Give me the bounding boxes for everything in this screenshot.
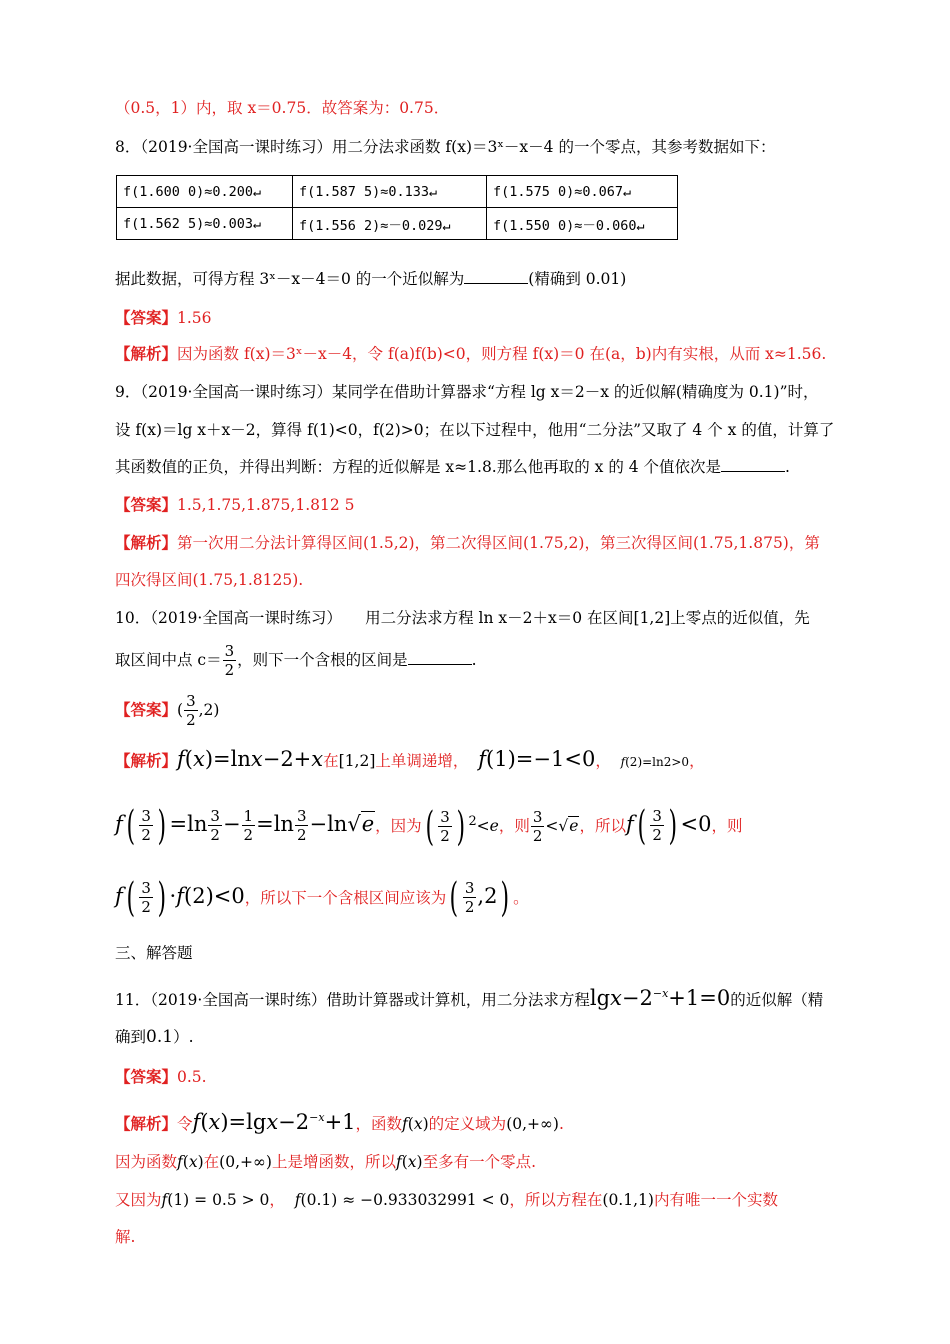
answer-8: 【答案】1.56 bbox=[115, 308, 212, 327]
question-10-line-1: 10．（2019·全国高一课时练习） 用二分法求方程 ln x－2＋x＝0 在区间[1,2]上零点的近似值，先 bbox=[115, 609, 810, 627]
table-cell: f(1.550 0)≈－0.060↵ bbox=[487, 208, 678, 240]
analysis-11-line-4: 解. bbox=[115, 1228, 136, 1246]
question-10-line-2: 取区间中点 c＝ $\frac{3}{2}$ ，则下一个含根的区间是 . bbox=[115, 642, 477, 679]
analysis-9-line-2: 四次得区间(1.75,1.8125). bbox=[115, 571, 304, 589]
analysis-11-line-3: 又因为f(1) = 0.5 > 0， f(0.1) ≈ −0.933032991 < 0，所以方程在(0.1,1)内有唯一一个实数 bbox=[115, 1191, 778, 1209]
analysis-10-line-3: f( $\frac{3}{2}$ ) ·f(2)<0，所以下一个含根区间应该为( $\frac{3}{2}$ ,2) 。 bbox=[115, 874, 529, 921]
question-11-line-1: 11．（2019·全国高一课时练）借助计算器或计算机，用二分法求方程$\lg x-2^{-x}+1=0$的近似解（精 bbox=[115, 986, 824, 1010]
answer-blank bbox=[464, 269, 528, 284]
table-cell: f(1.587 5)≈0.133↵ bbox=[293, 176, 487, 208]
prev-answer-tail: （0.5，1）内，取 x＝0.75．故答案为：0.75． bbox=[115, 99, 450, 117]
answer-blank bbox=[408, 650, 472, 665]
section-heading: 三、解答题 bbox=[115, 944, 193, 962]
question-8-prompt: 据此数据，可得方程 3ˣ－x－4＝0 的一个近似解为 (精确到 0.01) bbox=[115, 270, 627, 288]
answer-10: 【答案】( $\frac{3}{2}$ ,2) bbox=[115, 692, 220, 729]
reference-data-table bbox=[116, 175, 678, 240]
analysis-11-line-2: 因为函数f(x)在(0,+∞)上是增函数，所以f(x)至多有一个零点. bbox=[115, 1153, 537, 1171]
table-row bbox=[117, 208, 678, 240]
analysis-8: 【解析】因为函数 f(x)＝3ˣ－x－4，令 f(a)f(b)<0，则方程 f(x)＝0 在(a，b)内有实根，从而 x≈1.56. bbox=[115, 344, 827, 363]
analysis-11-line-1: 【解析】令$f(x)=\lg x-2^{-x}+1$，函数f(x)的定义域为(0,+∞). bbox=[115, 1110, 564, 1134]
table-cell: f(1.562 5)≈0.003↵ bbox=[117, 208, 293, 240]
question-9-line-3: 其函数值的正负，并得出判断：方程的近似解是 x≈1.8.那么他再取的 x 的 4 个值依次是 . bbox=[115, 458, 790, 476]
table-row bbox=[117, 176, 678, 208]
question-11-line-2: 确到0.1）. bbox=[115, 1027, 194, 1047]
analysis-10-line-1: 【解析】f(x)=lnx−2+x在[1,2]上单调递增， f(1)=−1<0， f(2)=ln2>0， bbox=[115, 747, 705, 771]
question-9-line-2: 设 f(x)＝lg x＋x－2，算得 f(1)<0，f(2)>0；在以下过程中，他用“二分法”又取了 4 个 x 的值，计算了 bbox=[115, 421, 835, 439]
answer-11: 【答案】0.5. bbox=[115, 1067, 207, 1086]
analysis-10-line-2: f( $\frac{3}{2}$ ) =ln $\frac{3}{2}$ − $\frac{1}{2}$ =ln $\frac{3}{2}$ −ln√e，因为( $\frac{3}{2}$ ) $^2$<e，则 $\frac{3}{2}$ <√e，所以f( $\frac{3}{2}$ ) <0，则 bbox=[115, 802, 743, 851]
answer-blank bbox=[721, 457, 785, 472]
fraction-three-halves: $\frac{3}{2}$ bbox=[224, 642, 235, 679]
table-cell: f(1.556 2)≈－0.029↵ bbox=[293, 208, 487, 240]
answer-9: 【答案】1.5,1.75,1.875,1.812 5 bbox=[115, 495, 355, 514]
table-cell: f(1.600 0)≈0.200↵ bbox=[117, 176, 293, 208]
question-9-line-1: 9．（2019·全国高一课时练习）某同学在借助计算器求“方程 lg x＝2－x 的近似解(精确度为 0.1)”时， bbox=[115, 383, 819, 401]
table-cell: f(1.575 0)≈0.067↵ bbox=[487, 176, 678, 208]
question-8: 8．（2019·全国高一课时练习）用二分法求函数 f(x)＝3ˣ－x－4 的一个零点，其参考数据如下： bbox=[115, 138, 776, 156]
analysis-9-line-1: 【解析】第一次用二分法计算得区间(1.5,2)，第二次得区间(1.75,2)，第三次得区间(1.75,1.875)，第 bbox=[115, 533, 820, 552]
